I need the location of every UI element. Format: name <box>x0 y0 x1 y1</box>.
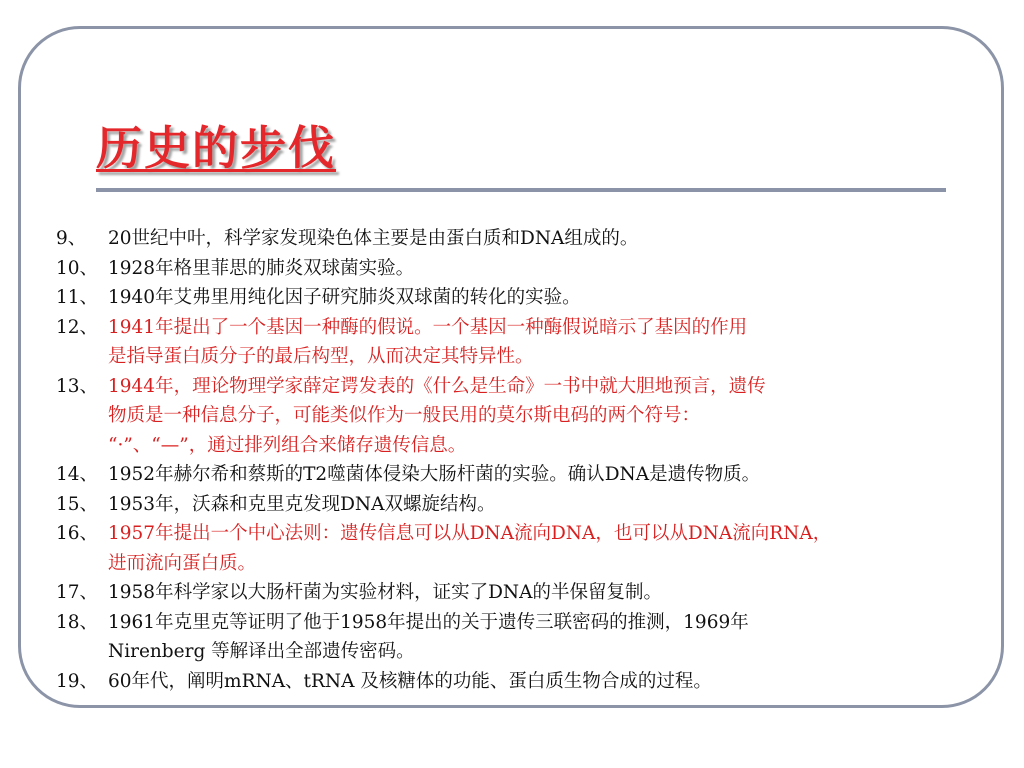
item-text <box>108 254 414 284</box>
item-number: 14、 <box>56 464 99 485</box>
item-text <box>108 460 760 490</box>
item-text-line: Nirenberg 等解译出全部遗传密码。 <box>108 641 415 662</box>
item-text-line: 是指导蛋白质分子的最后构型，从而决定其特异性。 <box>108 346 534 367</box>
timeline-item <box>56 490 1012 520</box>
item-text <box>108 519 831 578</box>
item-text-line: 20世纪中叶，科学家发现染色体主要是由蛋白质和DNA组成的。 <box>108 228 639 249</box>
timeline-item <box>56 460 1012 490</box>
item-text <box>108 224 638 254</box>
timeline-item <box>56 578 1012 608</box>
item-number: 16、 <box>56 523 99 544</box>
item-number: 9、 <box>56 228 87 249</box>
item-number: 19、 <box>56 670 99 692</box>
item-text-line: 1952年赫尔希和蔡斯的T2噬菌体侵染大肠杆菌的实验。确认DNA是遗传物质。 <box>108 464 761 485</box>
timeline-item <box>56 519 1012 578</box>
item-text-line: “·”、“—”，通过排列组合来储存遗传信息。 <box>108 434 467 456</box>
item-text-line: 1928年格里菲思的肺炎双球菌实验。 <box>108 257 415 279</box>
timeline-item <box>56 372 1012 461</box>
title-divider <box>96 188 946 192</box>
timeline-list <box>56 224 1012 696</box>
item-text-line: 60年代，阐明mRNA、tRNA 及核糖体的功能、蛋白质生物合成的过程。 <box>108 670 712 692</box>
item-text <box>108 667 712 697</box>
item-text <box>108 490 495 520</box>
item-text-line: 1940年艾弗里用纯化因子研究肺炎双球菌的转化的实验。 <box>108 287 581 308</box>
item-text-line: 1944年，理论物理学家薛定谔发表的《什么是生命》一书中就大胆地预言，遗传 <box>108 375 766 397</box>
timeline-item <box>56 224 1012 254</box>
item-text-line: 1957年提出一个中心法则：遗传信息可以从DNA流向DNA，也可以从DNA流向RNA， <box>108 523 832 544</box>
item-number: 10、 <box>56 257 99 279</box>
item-text-line: 1958年科学家以大肠杆菌为实验材料，证实了DNA的半保留复制。 <box>108 582 662 603</box>
timeline-item <box>56 283 1012 313</box>
item-text-line: 1961年克里克等证明了他于1958年提出的关于遗传三联密码的推测，1969年 <box>108 611 749 633</box>
item-text <box>108 578 662 608</box>
item-number: 11、 <box>56 287 99 308</box>
item-text-line: 物质是一种信息分子，可能类似作为一般民用的莫尔斯电码的两个符号： <box>108 405 701 426</box>
item-number: 15、 <box>56 493 99 515</box>
item-text-line: 1941年提出了一个基因一种酶的假说。一个基因一种酶假说暗示了基因的作用 <box>108 316 748 338</box>
item-text-line: 进而流向蛋白质。 <box>108 552 257 574</box>
item-text <box>108 372 766 461</box>
slide-title: 历史的步伐 <box>96 121 336 175</box>
item-text-line: 1953年，沃森和克里克发现DNA双螺旋结构。 <box>108 493 496 515</box>
item-text <box>108 313 747 372</box>
item-number: 18、 <box>56 611 99 633</box>
item-text <box>108 283 581 313</box>
timeline-item <box>56 313 1012 372</box>
item-number: 17、 <box>56 582 99 603</box>
timeline-item <box>56 667 1012 697</box>
item-text <box>108 608 749 667</box>
timeline-item <box>56 608 1012 667</box>
item-number: 13、 <box>56 375 99 397</box>
item-number: 12、 <box>56 316 99 338</box>
timeline-item <box>56 254 1012 284</box>
